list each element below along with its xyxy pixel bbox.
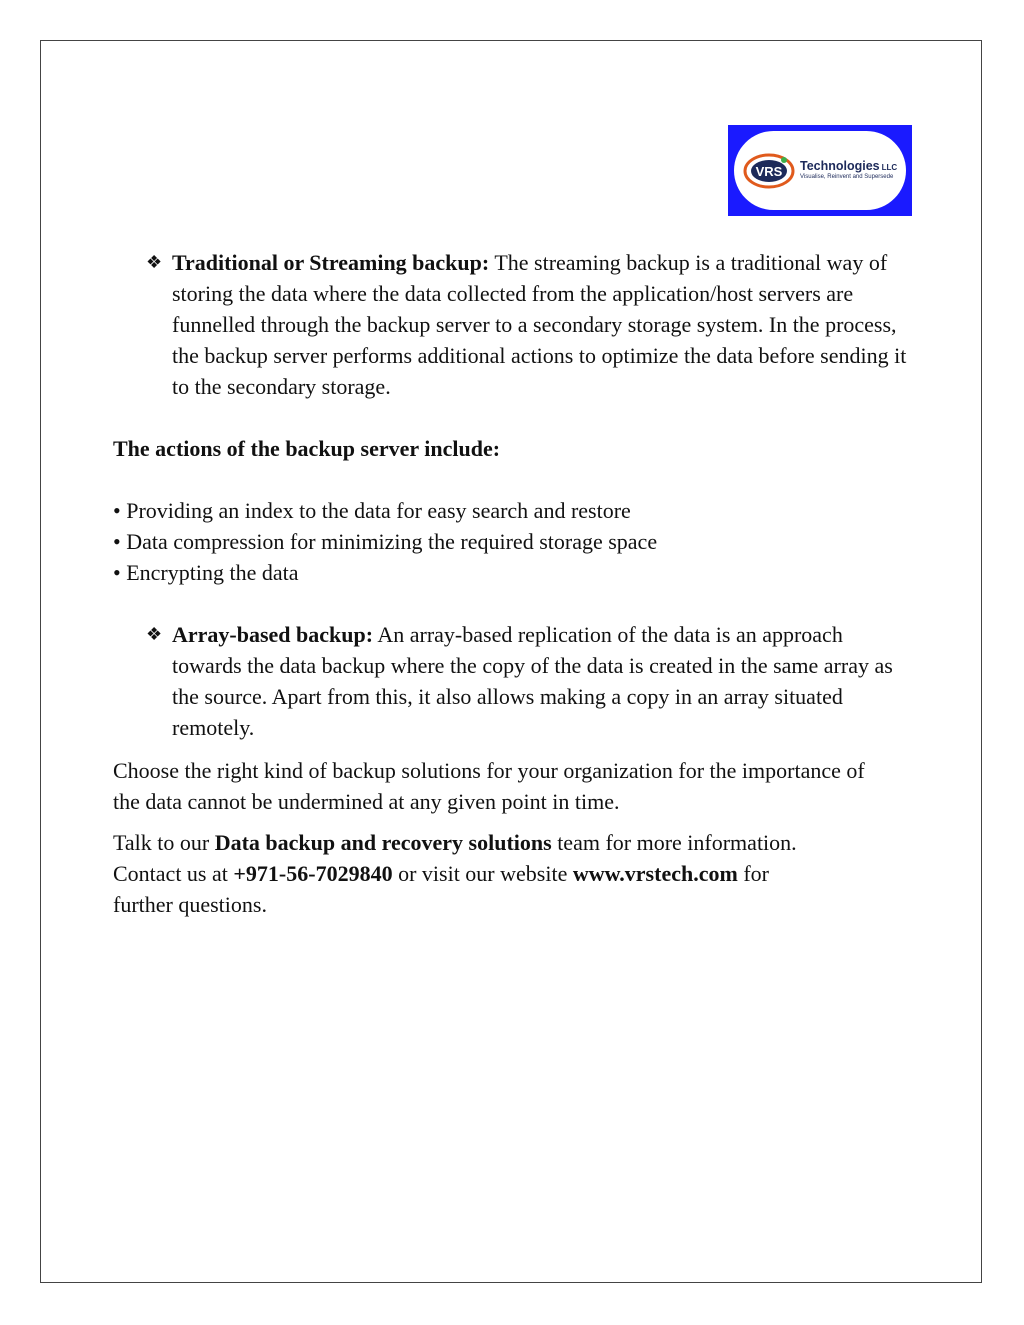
logo-text xyxy=(800,160,897,180)
svg-text:VRS: VRS xyxy=(755,163,783,179)
phone-number: +971-56-7029840 xyxy=(233,861,393,886)
website-link[interactable]: www.vrstech.com xyxy=(572,861,738,886)
actions-list xyxy=(113,495,913,588)
array-backup-text: An array-based replication of the data is an approach towards the data backup where the copy of the data is created in the same array as the source. Apart from this, it also allows making a copy in an array situated remotely. xyxy=(172,622,893,740)
streaming-backup-item xyxy=(113,247,913,402)
streaming-backup-paragraph xyxy=(172,247,913,402)
diamond-bullet-icon: ❖ xyxy=(146,252,163,272)
list-item: • Encrypting the data xyxy=(113,560,299,585)
streaming-backup-heading: Traditional or Streaming backup: xyxy=(172,250,490,275)
company-logo xyxy=(728,125,912,216)
list-item: • Providing an index to the data for easy search and restore xyxy=(113,498,631,523)
service-name: Data backup and recovery solutions xyxy=(214,830,552,855)
logo-badge xyxy=(734,131,906,210)
logo-tagline: Visualise, Reinvent and Supersede xyxy=(800,174,894,181)
array-backup-item xyxy=(113,619,913,743)
contact-paragraph: Talk to our Data backup and recovery solutions team for more information. Contact us at +971-56-7029840 or visit our website www.vrstech.com for further questions. xyxy=(113,830,797,917)
list-item: • Data compression for minimizing the required storage space xyxy=(113,529,658,554)
diamond-bullet-icon: ❖ xyxy=(146,624,163,644)
streaming-backup-text: The streaming backup is a traditional way of storing the data where the data collected from the application/host servers are funnelled through the backup server to a secondary storage system. In the process, the backup server performs additional actions to optimize the data before sending it to the secondary storage. xyxy=(172,250,907,399)
logo-company-name: Technologies LLC xyxy=(800,159,898,174)
choose-paragraph: Choose the right kind of backup solutions for your organization for the importance of the data cannot be undermined at any given point in time. xyxy=(113,758,865,814)
vrs-logo-mark-icon xyxy=(742,151,796,191)
array-backup-heading: Array-based backup: xyxy=(172,622,374,647)
actions-heading: The actions of the backup server include: xyxy=(113,436,501,461)
document-body xyxy=(113,247,913,920)
array-backup-paragraph xyxy=(172,619,913,743)
